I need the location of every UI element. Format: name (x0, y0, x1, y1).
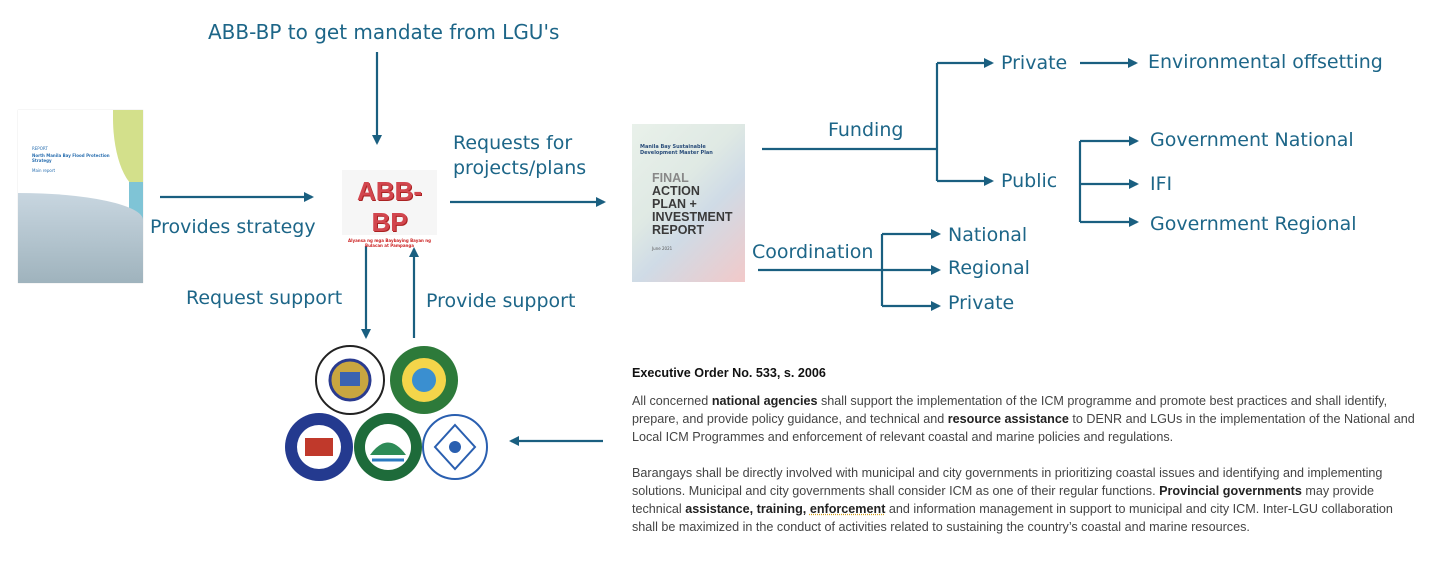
provides-strategy-label: Provides strategy (150, 216, 316, 238)
public-funding-label: Public (1001, 170, 1058, 192)
coordination-regional-label: Regional (948, 257, 1030, 279)
requests-label-line1: Requests for (453, 132, 573, 154)
namria-seal-icon (423, 415, 487, 479)
coordination-private-label: Private (948, 292, 1015, 314)
eo-paragraph-1: All concerned national agencies shall support the implementation of the ICM programme and promote best practices and shall identify, prepare, and provide policy guidance, and technical and resource assistance to DENR and LGUs in the implementation of the National and Local ICM Programmes and enforcement of relevant coastal and marine policies and regulations. (632, 394, 1415, 444)
provide-support-label: Provide support (426, 290, 576, 312)
environmental-offsetting-label: Environmental offsetting (1148, 51, 1383, 73)
mandate-label: ABB-BP to get mandate from LGU's (208, 20, 560, 44)
abb-bp-logo: ABB-BP Alyansa ng mga Baybaying Bayan ng Bulacan at Pampanga (342, 170, 437, 235)
denr-seal-icon (354, 413, 422, 481)
executive-order-excerpt (632, 364, 1422, 554)
ifi-label: IFI (1150, 173, 1173, 195)
seals (285, 346, 487, 481)
eo-paragraph-2: Barangays shall be directly involved with municipal and city governments in prioritizing coastal issues and identifying and implementing solutions. Municipal and city governments shall consider ICM as one of their regular functions. Provincial governments may provide technical assistance, training, enforcement and information management in support to municipal and city ICM. Inter-LGU collaboration shall be maximized in the conduct of activities related to sustaining the country’s coastal and marine resources. (632, 466, 1393, 534)
eo-title: Executive Order No. 533, s. 2006 (632, 366, 826, 380)
flood-protection-report-thumbnail: REPORT North Manila Bay Flood Protection Strategy Main report (18, 110, 143, 283)
private-funding-label: Private (1001, 52, 1068, 74)
coordination-label: Coordination (752, 241, 874, 263)
pampanga-seal-icon (390, 346, 458, 414)
requests-label-line2: projects/plans (453, 157, 587, 179)
bulacan-seal-icon (316, 346, 384, 414)
dpwh-seal-icon (285, 413, 353, 481)
government-national-label: Government National (1150, 129, 1354, 151)
action-plan-report-cover: Manila Bay Sustainable Development Master Plan FINAL ACTION PLAN + INVESTMENT REPORT June 2021 (632, 124, 745, 282)
funding-label: Funding (828, 119, 904, 141)
coordination-national-label: National (948, 224, 1028, 246)
request-support-label: Request support (186, 287, 343, 309)
government-regional-label: Government Regional (1150, 213, 1357, 235)
